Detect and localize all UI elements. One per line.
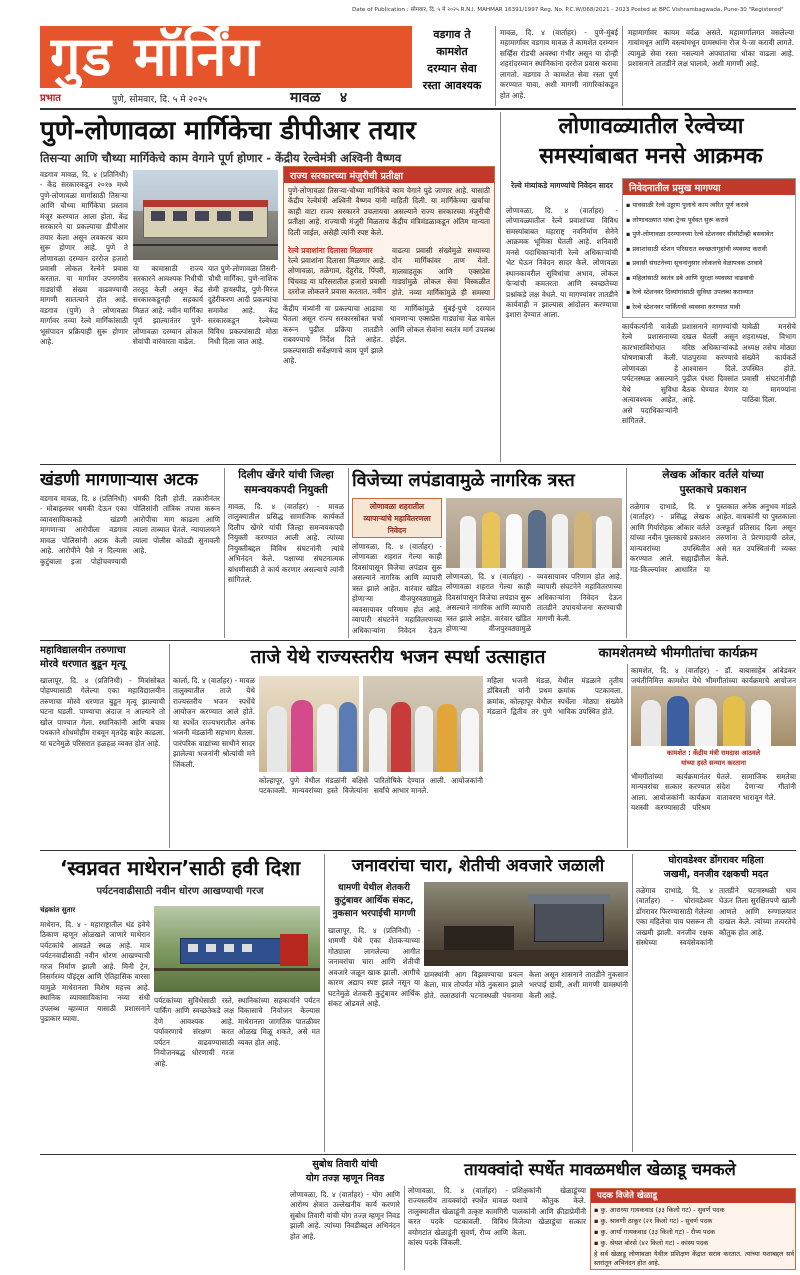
taekwondo-text-2: प्रशिक्षकांनी खेळाडूंच्या यशाचे कौतुक केले. पालकांनी आणि क्रीडाप्रेमींनी विजेत्या खेळाडूंचा सत्कार केला. (512, 1186, 586, 1237)
mns-demands-list (626, 198, 794, 314)
appointment-headline-line: दिलीप खेंगरे यांची जिल्हा (238, 469, 334, 481)
masthead-brand: प्रभात (40, 93, 62, 104)
mns-box-title: निवेदनातील प्रमुख मागण्या (623, 179, 795, 195)
fire-text: खालापूर, दि. ४ (प्रतिनिधी) - धामणी येथे एका शेतकऱ्याच्या गोठ्याला लागलेल्या आगीत जनावरांचा चारा आणि शेतीची अवजारे जळून खाक झाली. आगीचे कारण अद्याप स्पष्ट झाले नसून या घटनेमुळे शेतकरी कुटुंबावर आर्थिक संकट ओढवले आहे. (328, 926, 420, 1009)
mns-col-c: यावेळी मनसेचे शहराध्यक्ष, विभाग अध्यक्ष तसेच मोठ्या संख्येने कार्यकर्ते उपस्थित होते. प्रवासी संघटनांनीही या मागण्यांना पाठिंबा दिला. (742, 322, 796, 405)
hill-rescue-headline-line: घोरावडेश्वर डोंगरावर महिला (668, 855, 764, 866)
matheran-author: चंद्रकांत सुतार (40, 906, 76, 914)
lead-col5: या मार्गिकांमुळे मुंबई-पुणे दरम्यान धावणाऱ्या एक्सप्रेस गाड्यांचा वेळ वाचेल आणि लोकल सेवांना स्वतंत्र मार्ग उपलब्ध होईल. (390, 304, 495, 345)
lead-box-title: राज्य सरकारच्या मंजुरीची प्रतीक्षा (284, 167, 494, 183)
train-photo (133, 170, 278, 260)
demand-item: ▪ प्रवासी संघटनेच्या सूचनांनुसार लोकलचे वेळापत्रक ठरवावे (626, 259, 763, 267)
drowning-text: खालापूर, दि. ४ (प्रतिनिधी) - मित्रांसोबत पोहण्यासाठी गेलेल्या एका महाविद्यालयीन तरुणाचा मोरवे धरणात बुडून मृत्यू झाल्याची घटना घडली. पाण्याचा अंदाज न आल्याने तो खोल पाण्यात गेला. स्थानिकांनी आणि बचाव पथकाने शोधमोहीम राबवून मृतदेह बाहेर काढला. या घटनेमुळे परिसरात हळहळ व्यक्त होत आहे. (40, 676, 165, 748)
hill-rescue-headline (636, 854, 796, 882)
demand-item: ▪ लोणावळ्यात थांबा ट्रेन्स पूर्ववत सुरू करावे (626, 215, 729, 224)
bhimgeet-text: कामशेत, दि. ४ (वार्ताहर) - डॉ. बाबासाहेब आंबेडकर जयंतीनिमित्त कामशेत येथे भीमगीतांच्या कार्यक्रमाचे आयोजन (631, 666, 796, 686)
teaser-line: वडगाव ते (433, 28, 471, 41)
page-number: ४ (339, 90, 348, 106)
yoga-text: लोणावळा, दि. ४ (वार्ताहर) - योग आणि आरोग्य क्षेत्रात उल्लेखनीय कार्य करणारे सुबोध तिवारी यांची योग तज्ज्ञ म्हणून निवड झाली आहे. त्यांच्या निवडीबद्दल अभिनंदन होत आहे. (290, 1190, 400, 1241)
teaser-line: कामशेत (436, 45, 468, 58)
traders-photo (446, 498, 622, 568)
book-launch-text: तळेगाव दाभाडे, दि. ४ (वार्ताहर) - प्रसिद्ध लेखक आणि गिर्यारोहक ओंकार वर्तले यांच्या नवीन पुस्तकाचे प्रकाशन मान्यवरांच्या उपस्थितीत करण्यात आले. सह्याद्रीतील गड-किल्ल्यांवर आधारित या पुस्तकात अनेक अनुभव मांडले आहेत. वाचकांनी या पुस्तकाला उत्स्फूर्त प्रतिसाद दिला असून तरुणांना ते प्रेरणादायी ठरेल, असे मत उपस्थितांनी व्यक्त केले. (630, 502, 796, 574)
teaser-line: दरम्यान सेवा (427, 62, 477, 75)
bhimgeet-caption-line: यांच्या हस्ते सन्मान करताना (681, 759, 746, 767)
mns-headline-line: समस्यांबाबत मनसे आक्रमक (539, 144, 763, 169)
lead-box-col-a: रेल्वे प्रवाशांना दिलासा मिळणार आहे. लोणावळा, तळेगाव, देहूरोड, पिंपरी, चिंचवड या परिसरातील हजारो प्रवासी दररोज लोकलने प्रवास करतात. नवीन (288, 256, 386, 297)
lead-subhead: तिसऱ्या आणि चौथ्या मार्गिकेचे काम वेगाने पूर्ण होणार - केंद्रीय रेल्वेमंत्री अश्विनी वैष्णव (40, 151, 402, 165)
power-cut-text: लोणावळा, दि. ४ (वार्ताहर) - लोणावळा शहरात गेल्या काही दिवसांपासून विजेचा लपंडाव सुरू असल्याने नागरिक आणि व्यापारी त्रस्त झाले आहेत. वारंवार खंडित होणाऱ्या वीजपुरवठ्यामुळे व्यवसायावर परिणाम होत आहे. व्यापारी संघटनेने महावितरणच्या अधिकाऱ्यांना निवेदन देऊन (352, 542, 442, 635)
medalist-item: ▪ कु. श्रावणी ठाकूर (२१ किलो गट) - सुवर्ण पदक (594, 1217, 713, 1225)
medalists-text: हे सर्व खेळाडू लोणावळा येथील प्रशिक्षण केंद्रात सराव करतात. त्यांच्या यशाबद्दल सर्व स्तरांतून अभिनंदन होत आहे. (594, 1250, 794, 1268)
hill-rescue-headline-line: जखमी, वनजीव रक्षकची मदत (663, 869, 769, 880)
appointment-headline-line: समन्वयकपदी नियुक्ती (244, 484, 328, 496)
drowning-headline-line: मोरवे धरणात बुडून मृत्यू (40, 659, 126, 670)
book-launch-headline (630, 468, 796, 498)
lead-col2: या कामासाठी राज्य सरकारने आवश्यक निधीची तरतूद केली असून केंद्र सरकारकडूनही सहकार्य मिळत आहे. नवीन मार्गिका पूर्ण झाल्यानंतर पुणे-लोणावळा दरम्यान लोकल सेवांची वारंवारता वाढेल. (133, 264, 203, 347)
matheran-headline: ‘स्वप्नवत माथेरान’साठी हवी दिशा (59, 856, 301, 880)
top-story-col: मावळ, दि. ४ (वार्ताहर) - पुणे-मुंबई महामार्गावर वडगाव मावळ ते कामशेत दरम्यान सर्व्हिस रोडची अवस्था गंभीर असून या दोन्ही शहरांदरम्यान स्थानिकांना दररोज प्रवास करावा लागतो. वडगाव ते कामशेत सेवा रस्ता पूर्ण करण्यात यावा, अशी मागणी नागरिकांकडून होत आहे. (500, 28, 618, 100)
bhajan-text-1: कार्ला, दि. ४ (वार्ताहर) - मावळ तालुक्यातील ताजे येथे राज्यस्तरीय भजन स्पर्धेचे आयोजन करण्यात आले होते. या स्पर्धेत राज्यभरातील अनेक भजनी मंडळांनी सहभाग घेतला. पारंपरिक वाद्यांच्या साथीने सादर झालेल्या भजनांनी श्रोत्यांची मने जिंकली. (173, 676, 255, 769)
matheran-train-photo (154, 906, 320, 992)
demand-item: ▪ महिलांसाठी स्वतंत्र डबे आणि सुरक्षा व्यवस्था वाढवावी (626, 273, 754, 282)
demand-item: ▪ प्रवाशांसाठी स्टेशन परिसरात स्वच्छतागृहांची व्यवस्था करावी (626, 244, 767, 253)
drowning-headline (40, 644, 165, 672)
fire-sub (328, 882, 420, 921)
fire-text-2: ग्रामस्थांनी आग विझवण्याचा प्रयत्न केला, मात्र तोपर्यंत मोठे नुकसान झाले होते. तलाठ्यांनी घटनास्थळी पंचनामा केला असून शासनाने तातडीने नुकसान भरपाई द्यावी, अशी मागणी ग्रामस्थांनी केली आहे. (424, 970, 628, 1000)
medalists-list (594, 1205, 794, 1249)
power-cut-box: लोणावळा शहरातील व्यापाऱ्यांचे महावितरणला निवेदन (352, 498, 442, 538)
taekwondo-text: लोणावळा, दि. ४ (वार्ताहर) - राज्यस्तरीय तायक्वांदो स्पर्धेत मावळ तालुक्यातील खेळाडूंनी उत्कृष्ट कामगिरी करत पदके पटकावली. विविध वयोगटांत खेळाडूंनी सुवर्ण, रौप्य आणि कांस्य पदके जिंकली. (408, 1186, 508, 1248)
book-launch-headline-line: लेखक ओंकार वर्तले यांच्या (662, 469, 764, 481)
yoga-headline (290, 1158, 400, 1186)
matheran-sub: पर्यटनवाढीसाठी नवीन धोरण आखण्याची गरज (96, 886, 264, 897)
masthead-edition (290, 88, 410, 107)
mns-col-b: प्रशासनाने मागण्यांची दखल घेतली असून वरिष्ठ अधिकाऱ्यांकडे पाठपुरावा करण्याचे आश्वासन दिले. पुढील पंधरा दिवसांत बैठक घेण्यात येणार आहे. (682, 322, 738, 405)
lead-box-col-b: वाढत्या प्रवासी संख्येमुळे सध्याच्या दोन मार्गिकांवर ताण येतो. मालवाहतूक आणि एक्सप्रेस गाड्यांमुळे लोकल सेवा विस्कळीत होते. नव्या मार्गिकांमुळे ही समस्या (392, 246, 490, 297)
edition-name: मावळ (290, 90, 321, 106)
extortion-headline: खंडणी मागणाऱ्यास अटक (40, 470, 198, 490)
matheran-text-2: पर्यटकांच्या सुविधेसाठी रस्ते, पार्किंग आणि स्वच्छतेकडे लक्ष देणे आवश्यक आहे. पर्यावरणाचे संरक्षण करत पर्यटन वाढवण्यासाठी नियोजनबद्ध धोरणाची गरज आहे. (154, 996, 234, 1068)
medalist-item: ▪ कु. आर्या गायकवाड (३३ किलो गट) - रौप्य पदक (594, 1228, 716, 1236)
bhimgeet-caption-line: कामशेत : केंद्रीय मंत्री रामदास आठवले (666, 749, 761, 757)
appointment-text: मावळ, दि. ४ (वार्ताहर) - मावळ तालुक्यातील प्रसिद्ध सामाजिक कार्यकर्ते दिलीप खेंगरे यांची जिल्हा समन्वयकपदी नियुक्ती करण्यात आली आहे. त्यांच्या नियुक्तीबद्दल विविध संघटनांनी त्यांचे अभिनंदन केले. पक्षाच्या संघटनात्मक बांधणीसाठी ते कार्य करणार असल्याचे त्यांनी सांगितले. (228, 502, 344, 585)
fire-sub-line: नुकसान भरपाईची मागणी (332, 909, 416, 919)
taekwondo-headline: तायक्वांदो स्पर्धेत मावळमधील खेळाडू चमकले (464, 1160, 736, 1179)
mns-text: लोणावळा, दि. ४ (वार्ताहर) - लोणावळ्यातील रेल्वे प्रवाशांच्या विविध समस्यांबाबत महाराष्ट्र नवनिर्माण सेनेने आक्रमक भूमिका घेतली आहे. शनिवारी मनसे पदाधिकाऱ्यांनी रेल्वे अधिकाऱ्यांची भेट घेऊन निवेदन सादर केले. लोणावळा स्थानकावरील सुविधांचा अभाव, लोकल फेऱ्यांची कमतरता आणि स्वच्छतेच्या प्रश्नांकडे लक्ष वेधले. या मागण्यांवर तातडीने कार्यवाही न झाल्यास आंदोलन करण्याचा इशारा देण्यात आला. (506, 206, 618, 320)
mns-sub: रेल्वे मंत्र्यांकडे मागण्यांचे निवेदन सादर (511, 181, 613, 190)
matheran-text-3: स्थानिकांच्या सहकार्याने पर्यटन विकासाचे नियोजन केल्यास माथेरानला जागतिक पातळीवर ओळख मिळू शकते, असे मत व्यक्त होत आहे. (238, 996, 320, 1047)
book-launch-headline-line: पुस्तकाचे प्रकाशन (679, 484, 747, 496)
lead-subbox-label: रेल्वे प्रवाशांना दिलासा मिळणार (288, 246, 373, 255)
bhajan-text-2: कोल्हापूर, पुणे येथील मंडळांनी बक्षिसे पटकावली. मान्यवरांच्या हस्ते विजेत्यांना पारितोषिके देण्यात आली. आयोजकांनी सर्वांचे आभार मानले. (259, 776, 483, 796)
drowning-headline-line: महाविद्यालयीन तरुणाचा (40, 645, 126, 656)
bhimgeet-photo (631, 686, 796, 746)
fire-photo (424, 882, 628, 966)
power-cut-headline: विजेच्या लपंडावामुळे नागरिक त्रस्त (352, 470, 575, 491)
mns-col-a: कार्यकर्त्यांनी यावेळी रेल्वे प्रशासनाच्या कारभाराविरोधात घोषणाबाजी केली. लोणावळा हे पर्यटनस्थळ असल्याने येथे सुविधा अत्यावश्यक आहेत, असे पदाधिकाऱ्यांनी सांगितले. (622, 322, 678, 425)
matheran-text: माथेरान, दि. ४ - महाराष्ट्रातील थंड हवेचे ठिकाण म्हणून ओळखले जाणारे माथेरान पर्यटकांचे आवडते स्थळ आहे. मात्र पर्यटनवाढीसाठी नवीन धोरण आखण्याची गरज निर्माण झाली आहे. मिनी ट्रेन, निसर्गरम्य पॉइंट्स आणि ऐतिहासिक वारसा यामुळे माथेरानला विशेष महत्त्व आहे. स्थानिक व्यावसायिकांना नव्या संधी उपलब्ध व्हाव्यात यासाठी प्रशासनाने पुढाकार घ्यावा. (40, 920, 150, 1023)
yoga-headline-line: योग तज्ज्ञ म्हणून निवड (305, 1173, 385, 1184)
teaser-line: रस्ता आवश्यक (422, 79, 482, 92)
medalists-box-title: पदक विजेते खेळाडू (591, 1189, 795, 1203)
demand-item: ▪ पुणे-लोणावळा दरम्यानच्या रेल्वे स्टेशनवर सीसीटीव्ही बसवावेत (626, 230, 774, 238)
bhajan-headline: ताजे येथे राज्यस्तरीय भजन स्पर्धा उत्साहात (250, 646, 546, 668)
fire-sub-line: धामणी येथील शेतकरी (338, 883, 410, 893)
bhimgeet-caption (631, 748, 796, 768)
bhajan-photo-left (259, 676, 359, 772)
demand-item: ▪ रेल्वे स्टेशनवर पार्किंगची व्यवस्था करण्यात यावी (626, 302, 741, 311)
mns-headline-line: लोणावळ्यातील रेल्वेच्या (558, 114, 744, 139)
hill-rescue-text: तळेगाव दाभाडे, दि. ४ (वार्ताहर) - घोरावडेश्वर डोंगरावर फिरण्यासाठी गेलेल्या एका महिलेचा पाय घसरून ती जखमी झाली. वनजीव रक्षक संस्थेच्या स्वयंसेवकांनी तातडीने घटनास्थळी धाव घेऊन तिला सुरक्षितपणे खाली आणले आणि रुग्णालयात दाखल केले. त्यांच्या तत्परतेचे कौतुक होत आहे. (636, 886, 796, 948)
mns-headline (506, 112, 796, 172)
appointment-headline (228, 468, 344, 498)
bhajan-text-3: महिला भजनी मंडळ, डोंबिवली यांनी प्रथम क्रमांक, कोल्हापूर येथील मंडळाने द्वितीय तर पुणे येथील मंडळाने तृतीय क्रमांक पटकावला. स्पर्धेला मोठ्या संख्येने भाविक उपस्थित होते. (487, 676, 623, 717)
bhimgeet-text-2: भीमगीतांच्या कार्यक्रमानंतर मान्यवरांचा सत्कार करण्यात आला. आयोजकांनी कार्यक्रम यशस्वी करण्यासाठी परिश्रम घेतले. सामाजिक समतेचा संदेश देणाऱ्या गीतांनी वातावरण भारावून गेले. (631, 772, 796, 813)
demand-item: ▪ पावसाळी रेल्वे उड्डाण पुलाचे काम त्वरित पूर्ण करावे (626, 201, 749, 209)
lead-col3: यात पुणे-लोणावळा तिसरी-चौथी मार्गिका, पुणे-नाशिक सेमी हायस्पीड, पुणे-मिरज दुहेरीकरण आदी प्रकल्पांचा समावेश आहे. केंद्र सरकारकडून रेल्वेच्या विविध प्रकल्पांसाठी मोठा निधी दिला जात आहे. (208, 264, 278, 347)
lead-col4: केंद्रीय मंत्र्यांनी या प्रकल्पाचा आढावा घेतला असून राज्य सरकारसोबत चर्चा करून पुढील प्रक्रिया तातडीने राबवण्याचे निर्देश दिले आहेत. प्रकल्पासाठी सर्वेक्षणाचे काम पूर्ण झाले आहे. (283, 304, 383, 366)
demand-item: ▪ रेल्वे स्टेशनवर दिव्यांगांसाठी सुविधा उपलब्ध कराव्यात (626, 288, 754, 296)
yoga-headline-line: सुबोध तिवारी यांची (312, 1159, 378, 1170)
lead-box-text: पुणे-लोणावळा तिसऱ्या-चौथ्या मार्गिकेचे काम वेगाने पुढे जाणार आहे. यासाठी केंद्रीय रेल्वेमंत्री अश्विनी वैष्णव यांनी माहिती दिली. या मार्गिकेच्या खर्चाचा काही वाटा राज्य सरकारने उचलायचा असल्याने राज्य सरकारच्या मंजुरीची प्रतीक्षा आहे. राज्याची मंजुरी मिळताच केंद्रीय मंत्रिमंडळाकडून अंतिम मान्यता दिली जाईल, असेही त्यांनी स्पष्ट केले. (288, 186, 490, 237)
top-story-col: महामार्गावर कायम वर्दळ असते. महामार्गालगत वसलेल्या गावांमधून आणि वस्त्यांमधून ग्रामस्थांना रोज ये-जा करावी लागते. त्यामुळे सेवा रस्ता नसल्याने अपघातांचा धोका वाढला आहे. प्रशासनाने तातडीने लक्ष घालावे, अशी मागणी आहे. (628, 28, 794, 69)
masthead-title: गुड मॉर्निंग (50, 26, 261, 88)
publication-line: Date of Publication : सोमवार, दि. ५ मे २०२५ R.N.I. MAHMAR 16391/1997 Reg. No. P.C.W/068/2021 - 2023 Posted at BPC Vishrambagwada, Pune-30 "Registered" (352, 7, 784, 13)
power-cut-text-2: लोणावळा, दि. ४ (वार्ताहर) - लोणावळा शहरात गेल्या काही दिवसांपासून विजेचा लपंडाव सुरू असल्याने नागरिक आणि व्यापारी त्रस्त झाले आहेत. वारंवार खंडित होणाऱ्या वीजपुरवठ्यामुळे व्यवसायावर परिणाम होत आहे. व्यापारी संघटनेने महावितरणच्या अधिकाऱ्यांना निवेदन देऊन तातडीने उपाययोजना करण्याची मागणी केली. (446, 572, 622, 634)
fire-headline: जनावरांचा चारा, शेतीची अवजारे जळाली (351, 856, 605, 876)
lead-col1: वडगाव मावळ, दि. ४ (प्रतिनिधी) - केंद्र सरकारकडून २०१७ मध्ये पुणे-लोणावळा मार्गासाठी तिसऱ्या आणि चौथ्या मार्गिकेचा प्रस्ताव मंजूर करण्यात आला होता. केंद्र सरकारने या प्रकल्पाचा डीपीआर तयार केला असून लवकरच काम सुरू होणार आहे. पुणे ते लोणावळा दरम्यान दररोज हजारो प्रवासी लोकल रेल्वेने प्रवास करतात. या मार्गावर उपनगरीय गाड्यांची संख्या वाढवण्याची मागणी सातत्याने होत आहे. वडगाव (पुणे) ते लोणावळा मार्गावर नव्या रेल्वे मार्गिकांसाठी भूसंपादन प्रक्रियाही सुरू होणार आहे. (40, 170, 128, 346)
fire-sub-line: कुटुंबावर आर्थिक संकट, (334, 896, 414, 906)
lead-headline: पुणे-लोणावळा मार्गिकेचा डीपीआर तयार (40, 116, 416, 146)
bhimgeet-headline: कामशेतमध्ये भीमगीतांचा कार्यक्रम (560, 644, 796, 664)
medalist-item: ▪ कु. श्रेयश बोरसे (४२ किलो गट) - कांस्य पदक (594, 1239, 709, 1247)
extortion-text: वडगाव मावळ, दि. ४ (प्रतिनिधी) - मोबाइलवर धमकी देऊन एका व्यावसायिकाकडे खंडणी मागणाऱ्या आरोपीला वडगाव मावळ पोलिसांनी अटक केली आहे. आरोपीने पैसे न दिल्यास कुटुंबाला इजा पोहोचवण्याची धमकी दिली होती. तक्रारीनंतर पोलिसांनी तांत्रिक तपास करून आरोपीचा माग काढला आणि त्याला ताब्यात घेतले. न्यायालयाने त्याला पोलीस कोठडी सुनावली आहे. (40, 494, 220, 566)
bhajan-photo-right (363, 676, 483, 772)
masthead-dateline: पुणे, सोमवार, दि. ५ मे २०२५ (112, 95, 208, 105)
masthead-teaser (412, 26, 492, 106)
medalist-item: ▪ कु. आराध्या गायकवाड (३३ किलो गट) - सुवर्ण पदक (594, 1206, 725, 1214)
